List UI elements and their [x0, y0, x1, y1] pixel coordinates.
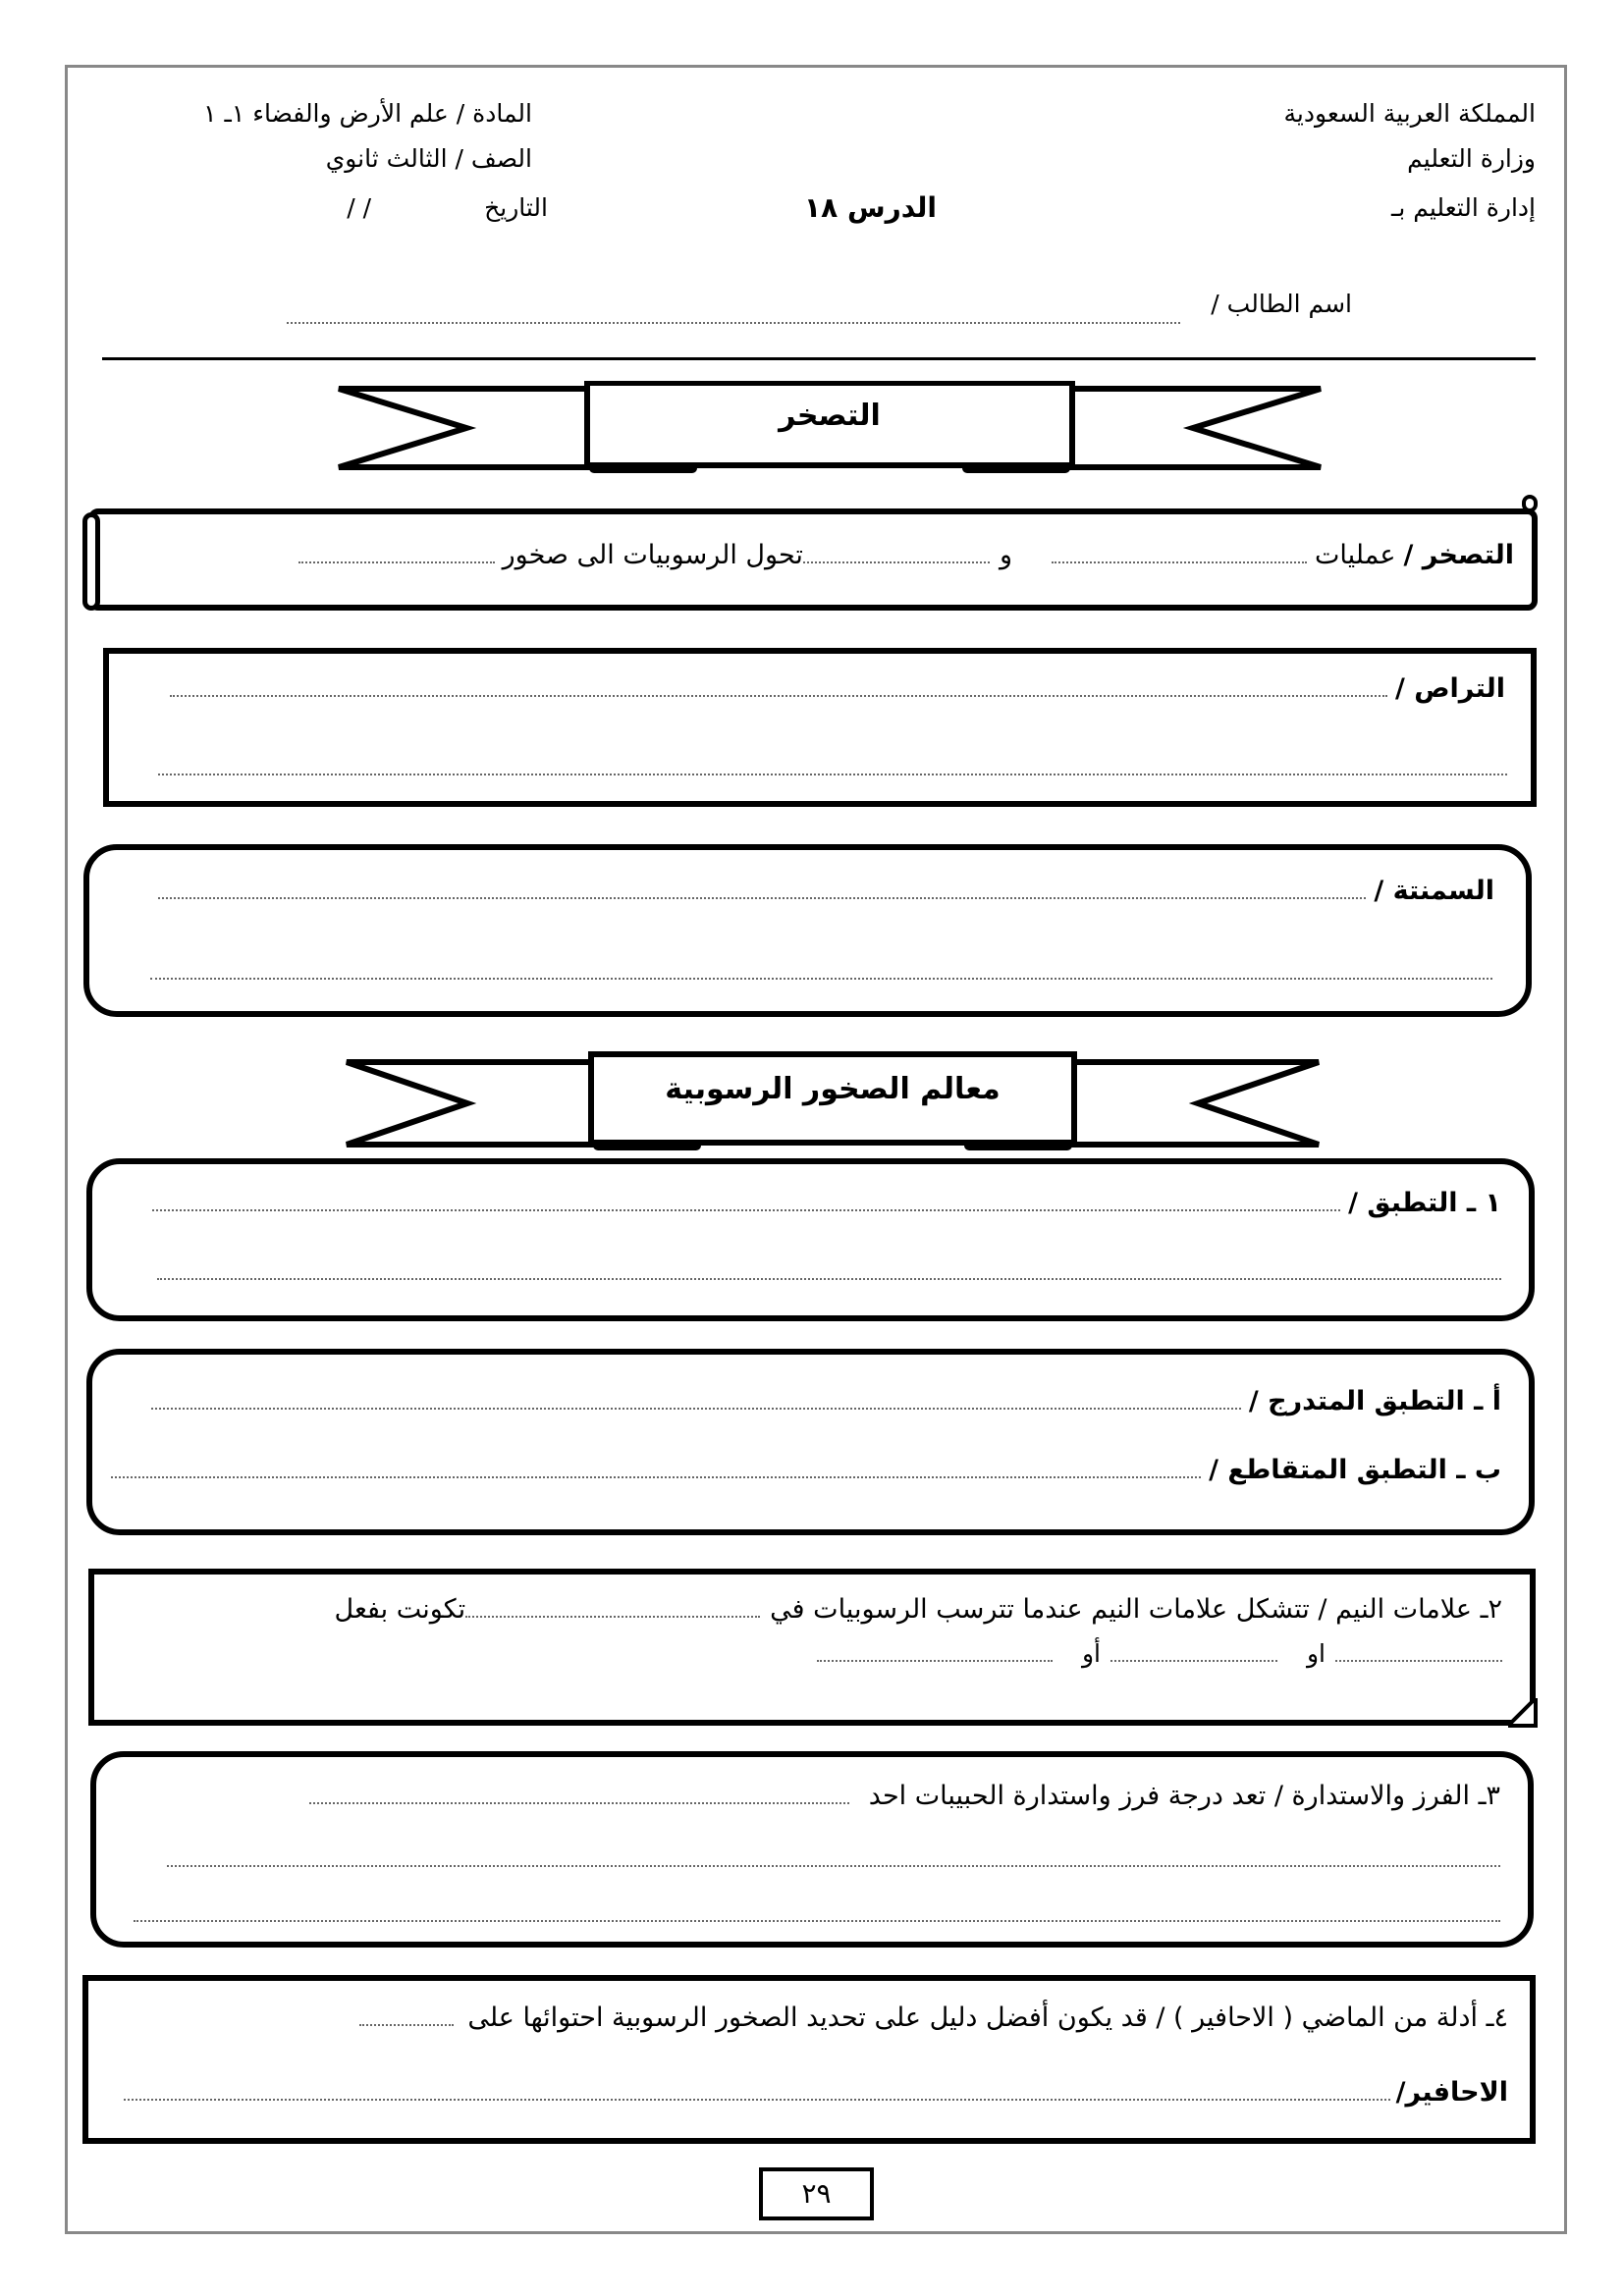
student-name-field[interactable]: [287, 322, 1180, 324]
ripple-marks-or-1: او: [1306, 1639, 1326, 1668]
compaction-blank-2[interactable]: [158, 774, 1507, 775]
fossils-box: [82, 1975, 1536, 2144]
fossils-blank-2[interactable]: [124, 2099, 1390, 2101]
cementation-label: السمنتة /: [1374, 876, 1494, 906]
ripple-marks-formed-by: تكونت بفعل: [334, 1594, 466, 1625]
sorting-box: [90, 1751, 1534, 1948]
sorting-text: ٣ـ الفرز والاستدارة / تعد درجة فرز واستدارة الحبيبات احد: [868, 1781, 1500, 1811]
cross-bedding-blank[interactable]: [111, 1476, 1201, 1478]
lithification-text1: عمليات: [1315, 540, 1396, 570]
fossils-row: [359, 2002, 1508, 2033]
banner-title-features: معالم الصخور الرسوبية: [665, 1072, 1001, 1106]
lithification-and: و: [999, 540, 1012, 570]
graded-bedding-blank[interactable]: [151, 1408, 1241, 1410]
bedding-row: [152, 1188, 1501, 1218]
scroll-right-curl: [1522, 495, 1538, 512]
header-subject: المادة / علم الأرض والفضاء ١ـ ١: [203, 99, 532, 128]
ripple-marks-row-2: [817, 1639, 1502, 1668]
bedding-blank-1[interactable]: [152, 1209, 1340, 1211]
cementation-box: [83, 844, 1532, 1017]
student-name-label: اسم الطالب /: [1211, 290, 1352, 318]
cementation-row: [158, 876, 1494, 906]
lithification-text2: تحول الرسوبيات الى صخور: [502, 540, 803, 570]
header-divider: [102, 357, 1536, 360]
ripple-marks-text: ٢ـ علامات النيم / تتشكل علامات النيم عندما تترسب الرسوبيات في: [770, 1594, 1502, 1625]
lithification-blank-2[interactable]: [803, 561, 990, 563]
cross-bedding-row: [111, 1455, 1501, 1485]
sorting-row: [309, 1781, 1500, 1811]
scroll-left-curl: [82, 512, 100, 611]
header-date-label: التاريخ: [484, 193, 548, 222]
compaction-row: [170, 673, 1505, 704]
fossils-blank-1[interactable]: [359, 2024, 454, 2026]
bedding-box: [86, 1158, 1535, 1321]
ripple-marks-blank-2[interactable]: [1335, 1660, 1502, 1662]
lithification-row: [298, 540, 1514, 570]
ripple-marks-blank-1[interactable]: [465, 1616, 760, 1618]
page-number: ٢٩: [759, 2167, 874, 2220]
lesson-title: الدرس ١٨: [804, 191, 937, 224]
bedding-blank-2[interactable]: [157, 1278, 1501, 1280]
fossils-label: الاحافير/: [1395, 2077, 1508, 2108]
header-ministry: وزارة التعليم: [1407, 144, 1536, 173]
fossils-text: ٤ـ أدلة من الماضي ( الاحافير ) / قد يكون أفضل دليل على تحديد الصخور الرسوبية احتوائها على: [467, 2002, 1508, 2033]
sorting-blank-1[interactable]: [309, 1802, 849, 1804]
lithification-box: [88, 508, 1538, 611]
header-directorate: إدارة التعليم بـ: [1391, 193, 1536, 222]
compaction-box: [103, 648, 1537, 807]
bedding-label: ١ ـ التطبق /: [1348, 1188, 1501, 1218]
cementation-blank-1[interactable]: [158, 897, 1366, 899]
ripple-marks-blank-4[interactable]: [817, 1660, 1053, 1662]
graded-bedding-label: أ ـ التطبق المتدرج /: [1248, 1386, 1501, 1416]
ripple-marks-blank-3[interactable]: [1110, 1660, 1277, 1662]
graded-bedding-row: [151, 1386, 1501, 1416]
ripple-marks-or-2: أو: [1081, 1639, 1101, 1668]
ripple-marks-box: [88, 1569, 1536, 1726]
compaction-blank-1[interactable]: [170, 695, 1387, 697]
bedding-types-box: [86, 1349, 1535, 1535]
cross-bedding-label: ب ـ التطبق المتقاطع /: [1209, 1455, 1501, 1485]
ripple-marks-row: [335, 1594, 1502, 1625]
header-grade: الصف / الثالث ثانوي: [325, 144, 532, 173]
cementation-blank-2[interactable]: [150, 978, 1492, 980]
header-country: المملكة العربية السعودية: [1283, 99, 1536, 128]
sorting-blank-2[interactable]: [167, 1865, 1500, 1867]
lithification-blank-1[interactable]: [1052, 561, 1307, 563]
lithification-blank-3[interactable]: [298, 561, 495, 563]
fossils-row-2: [124, 2077, 1508, 2108]
header-date-slashes: / /: [347, 193, 371, 222]
sorting-blank-3[interactable]: [134, 1920, 1500, 1922]
banner-title-lithification: التصخر: [779, 399, 881, 433]
folded-corner: [1508, 1698, 1538, 1728]
lithification-label: التصخر /: [1403, 540, 1514, 570]
compaction-label: التراص /: [1394, 673, 1505, 704]
